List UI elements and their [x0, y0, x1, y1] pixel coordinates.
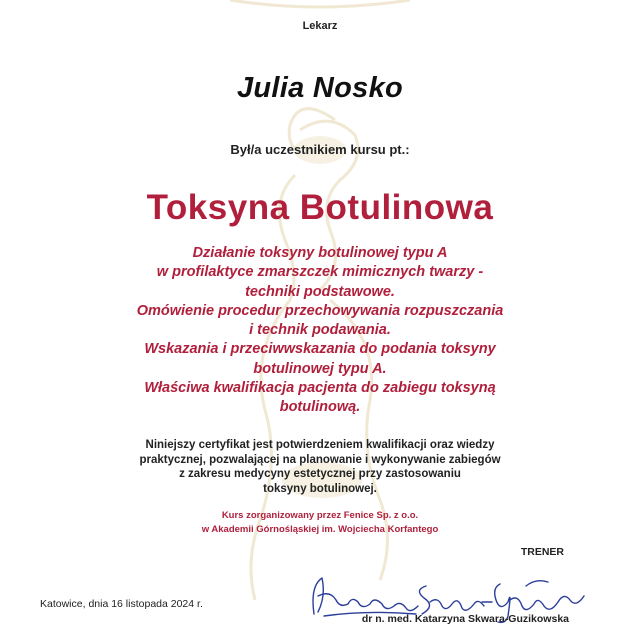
topic-line: Wskazania i przeciwwskazania do podania toksyny [144, 341, 496, 358]
topic-line: Działanie toksyny botulinowej typu A [192, 245, 448, 261]
date-place: Katowice, dnia 16 listopada 2024 r. [40, 598, 203, 610]
course-title: Toksyna Botulinowa [146, 188, 494, 227]
organizer-info [0, 509, 640, 536]
statement-line: toksyny botulinowej. [263, 482, 377, 495]
statement-line: Niniejszy certyfikat jest potwierdzeniem kwalifikacji oraz wiedzy [145, 439, 495, 451]
topic-line: botulinowej typu A. [253, 360, 387, 377]
recipient-role: Lekarz [302, 20, 338, 32]
organizer-line: Kurs zorganizowany przez Fenice Sp. z o.o. [221, 510, 419, 521]
topic-line: botulinową. [279, 399, 361, 416]
trainer-name: dr n. med. Katarzyna Skwara-Guzikowska [361, 613, 569, 625]
participant-text: Był/a uczestnikiem kursu pt.: [230, 142, 410, 157]
statement-line: z zakresu medycyny estetycznej przy zastosowaniu [179, 468, 461, 481]
topic-line: i technik podawania. [249, 322, 391, 339]
topic-line: Właściwa kwalifikacja pacjenta do zabiegu toksyną [144, 380, 496, 397]
topic-line: techniki podstawowe. [245, 283, 395, 300]
trainer-label: TRENER [520, 546, 564, 558]
statement-line: praktycznej, pozwalającej na planowanie i wykonywanie zabiegów [139, 453, 501, 466]
course-topics [0, 244, 640, 418]
organizer-line: w Akademii Górnośląskiej im. Wojciecha Korfantego [201, 523, 439, 535]
topic-line: w profilaktyce zmarszczek mimicznych twarzy - [156, 264, 484, 281]
certificate-statement [0, 438, 640, 496]
recipient-name: Julia Nosko [236, 72, 404, 104]
topic-line: Omówienie procedur przechowywania rozpuszczania [136, 302, 504, 319]
